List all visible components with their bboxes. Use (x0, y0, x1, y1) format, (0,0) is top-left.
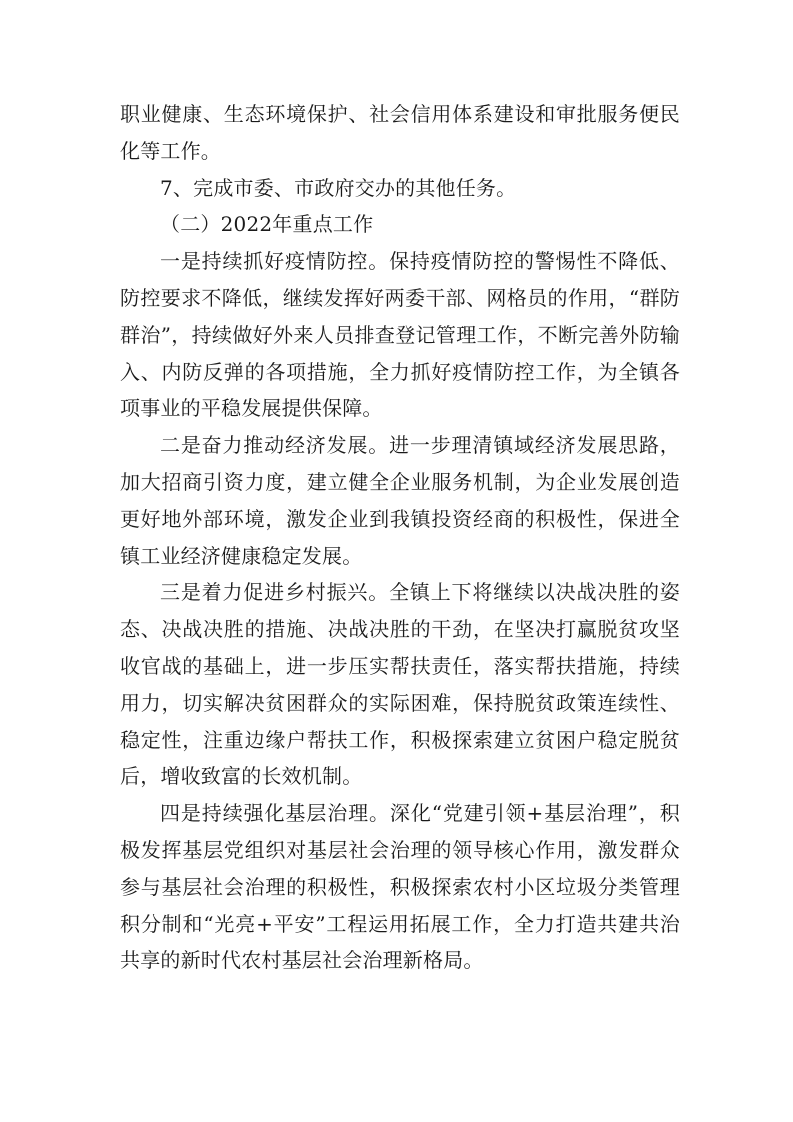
paragraph-grassroots-governance: 四是持续强化基层治理。深化“党建引领+基层治理”，积极发挥基层党组织对基层社会治理的领导核心作用，激发群众参与基层社会治理的积极性，积极探索农村小区垃圾分类管理积分制和“光亮+平安”工程运用拓展工作，全力打造共建共治共享的新时代农村基层社会治理新格局。 (120, 801, 680, 973)
paragraph-epidemic-control: 一是持续抓好疫情防控。保持疫情防控的警惕性不降低、防控要求不降低，继续发挥好两委干部、网格员的作用，“群防群治”，持续做好外来人员排查登记管理工作，不断完善外防输入、内防反弹的各项措施，全力抓好疫情防控工作，为全镇各项事业的平稳发展提供保障。 (120, 249, 680, 421)
document-body (120, 96, 680, 979)
paragraph-continuation: 职业健康、生态环境保护、社会信用体系建设和审批服务便民化等工作。 (120, 102, 680, 163)
paragraph-rural-revitalization: 三是着力促进乡村振兴。全镇上下将继续以决战决胜的姿态、决战决胜的措施、决战决胜的干劲，在坚决打赢脱贫攻坚收官战的基础上，进一步压实帮扶责任，落实帮扶措施，持续用力，切实解决贫困群众的实际困难，保持脱贫政策连续性、稳定性，注重边缘户帮扶工作，积极探索建立贫困户稳定脱贫后，增收致富的长效机制。 (120, 580, 680, 789)
list-item-7: 7、完成市委、市政府交办的其他任务。 (160, 175, 517, 200)
section-heading-2022-key-work: （二）2022年重点工作 (160, 212, 374, 237)
paragraph-economic-development: 二是奋力推动经济发展。进一步理清镇域经济发展思路，加大招商引资力度，建立健全企业服务机制，为企业发展创造更好地外部环境，激发企业到我镇投资经商的积极性，保进全镇工业经济健康稳定发展。 (120, 433, 680, 568)
